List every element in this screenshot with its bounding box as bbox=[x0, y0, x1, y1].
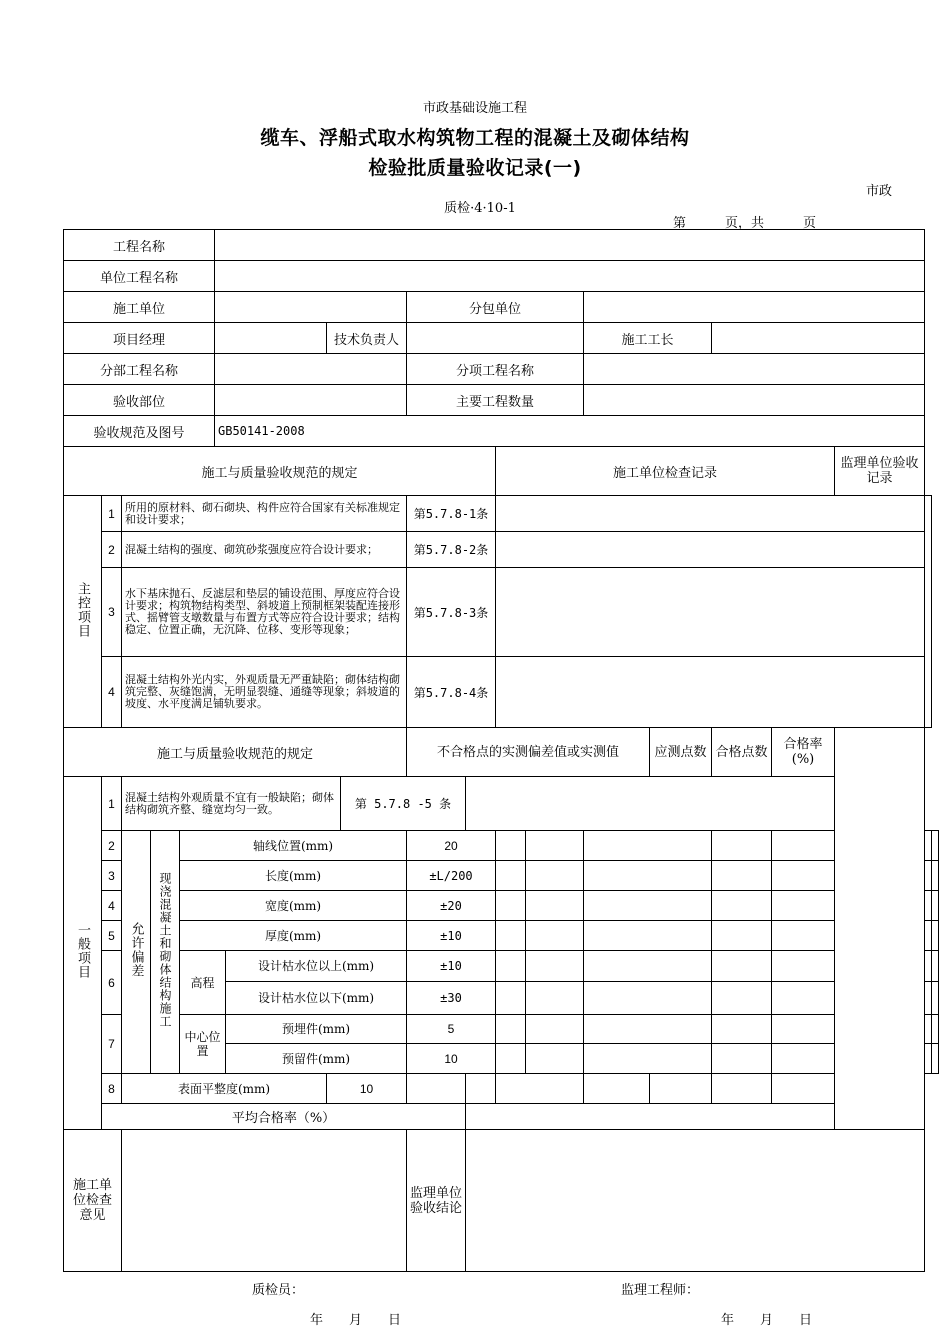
measure-cell[interactable] bbox=[526, 891, 584, 921]
contractor-opinion-area[interactable] bbox=[122, 1130, 407, 1328]
pass-rate-cell[interactable] bbox=[932, 982, 939, 1015]
subdivision-value[interactable] bbox=[584, 354, 925, 385]
supervisor-conclusion-label: 监理单位验收结论 bbox=[407, 1130, 466, 1272]
inspection-part-value[interactable] bbox=[215, 385, 407, 416]
tolerance-value: 10 bbox=[327, 1074, 407, 1104]
points-required-cell[interactable] bbox=[772, 891, 835, 921]
form-code: 质检·4·10-1 bbox=[444, 201, 516, 216]
spec-value: GB50141-2008 bbox=[215, 416, 925, 447]
points-ok-cell[interactable] bbox=[925, 1044, 932, 1074]
tolerance-value: ±10 bbox=[407, 921, 496, 951]
tolerance-value: 10 bbox=[407, 1044, 496, 1074]
measure-cell[interactable] bbox=[584, 1044, 712, 1074]
measure-cell[interactable] bbox=[496, 861, 526, 891]
main-item-clause: 第5.7.8-4条 bbox=[407, 657, 496, 728]
project-manager-label: 项目经理 bbox=[64, 323, 215, 354]
project-manager-value[interactable] bbox=[215, 323, 327, 354]
measure-cell[interactable] bbox=[584, 951, 712, 982]
inspection-part-label: 验收部位 bbox=[64, 385, 215, 416]
measure-cell[interactable] bbox=[526, 831, 584, 861]
main-items-supervisor-record[interactable] bbox=[925, 496, 932, 728]
quantity-label: 主要工程数量 bbox=[407, 385, 584, 416]
main-item-text: 水下基床抛石、反滤层和垫层的铺设范围、厚度应符合设计要求；构筑物结构类型、斜坡道上预制框架装配连接形式、摇臂管支墩数量与布置方式等应符合设计要求；结构稳定、位置正确，无沉降、位移、变形等现象； bbox=[122, 568, 407, 657]
general-item-no: 2 bbox=[102, 831, 122, 861]
general-items-group-label: 一般项目 bbox=[64, 777, 102, 1130]
supervisor-date: 年 月 日 bbox=[721, 1312, 813, 1328]
contractor-date: 年 月 日 bbox=[310, 1312, 402, 1328]
tolerance-item: 厚度(mm) bbox=[180, 921, 407, 951]
general-item-no: 4 bbox=[102, 891, 122, 921]
inspector-label: 质检员： bbox=[252, 1282, 305, 1298]
measure-cell[interactable] bbox=[496, 1074, 584, 1104]
measure-cell[interactable] bbox=[584, 861, 712, 891]
division-label: 分部工程名称 bbox=[64, 354, 215, 385]
measure-cell[interactable] bbox=[466, 1074, 496, 1104]
general-item-no: 3 bbox=[102, 861, 122, 891]
points-ok-cell[interactable] bbox=[712, 1074, 772, 1104]
measure-cell[interactable] bbox=[712, 831, 772, 861]
pass-rate-header: 合格率(%) bbox=[772, 728, 835, 777]
general-spec-rule-header: 施工与质量验收规范的规定 bbox=[64, 728, 407, 777]
measure-cell[interactable] bbox=[526, 1015, 584, 1044]
foreman-label: 施工工长 bbox=[584, 323, 712, 354]
subdivision-label: 分项工程名称 bbox=[407, 354, 584, 385]
measure-cell[interactable] bbox=[526, 861, 584, 891]
elevation-label: 高程 bbox=[180, 951, 226, 1015]
supervising-engineer-label: 监理工程师： bbox=[621, 1282, 700, 1298]
contractor-record-header: 施工单位检查记录 bbox=[496, 447, 835, 496]
inspection-form-table bbox=[63, 229, 939, 1328]
document-title-line1: 缆车、浮船式取水构筑物工程的混凝土及砌体结构 bbox=[260, 127, 690, 149]
measure-cell[interactable] bbox=[496, 921, 526, 951]
general-item-no: 1 bbox=[102, 777, 122, 831]
points-required-cell[interactable] bbox=[772, 861, 835, 891]
quantity-value[interactable] bbox=[584, 385, 925, 416]
points-required-cell[interactable] bbox=[650, 1074, 712, 1104]
spec-label: 验收规范及图号 bbox=[64, 416, 215, 447]
points-required-cell[interactable] bbox=[772, 982, 835, 1015]
measure-cell[interactable] bbox=[496, 982, 526, 1015]
measure-cell[interactable] bbox=[496, 831, 526, 861]
points-ok-header: 合格点数 bbox=[712, 728, 772, 777]
project-name-value[interactable] bbox=[215, 230, 925, 261]
main-item-text: 混凝土结构的强度、砌筑砂浆强度应符合设计要求； bbox=[122, 532, 407, 568]
tolerance-item: 设计枯水位以下(mm) bbox=[226, 982, 407, 1015]
tolerance-item: 设计枯水位以上(mm) bbox=[226, 951, 407, 982]
main-item-record[interactable] bbox=[496, 532, 925, 568]
measure-cell[interactable] bbox=[712, 1044, 772, 1074]
document-title-line2: 检验批质量验收记录(一) bbox=[368, 157, 582, 179]
measure-cell[interactable] bbox=[526, 951, 584, 982]
average-pass-rate-label: 平均合格率（%） bbox=[102, 1104, 466, 1130]
general-item-no: 8 bbox=[102, 1074, 122, 1104]
tolerance-value: ±L/200 bbox=[407, 861, 496, 891]
measure-cell[interactable] bbox=[712, 861, 772, 891]
tolerance-label: 允许偏差 bbox=[122, 831, 151, 1074]
general-item-no: 5 bbox=[102, 921, 122, 951]
measure-cell[interactable] bbox=[496, 1044, 526, 1074]
measure-cell[interactable] bbox=[584, 921, 712, 951]
points-required-cell[interactable] bbox=[772, 921, 835, 951]
points-ok-cell[interactable] bbox=[925, 921, 932, 951]
tolerance-value: ±20 bbox=[407, 891, 496, 921]
pass-rate-cell[interactable] bbox=[932, 951, 939, 982]
tolerance-item: 长度(mm) bbox=[180, 861, 407, 891]
tolerance-value: ±10 bbox=[407, 951, 496, 982]
tolerance-item: 宽度(mm) bbox=[180, 891, 407, 921]
measure-cell[interactable] bbox=[407, 1074, 466, 1104]
main-items-group-label: 主控项目 bbox=[64, 496, 102, 728]
measure-cell[interactable] bbox=[712, 921, 772, 951]
tolerance-value: 5 bbox=[407, 1015, 496, 1044]
main-item-record[interactable] bbox=[496, 496, 925, 532]
tech-lead-label: 技术负责人 bbox=[327, 323, 407, 354]
main-item-no: 2 bbox=[102, 532, 122, 568]
measure-cell[interactable] bbox=[712, 1015, 772, 1044]
main-item-no: 1 bbox=[102, 496, 122, 532]
points-ok-cell[interactable] bbox=[925, 982, 932, 1015]
supervisor-conclusion-area[interactable] bbox=[466, 1130, 925, 1328]
main-spec-rule-header: 施工与质量验收规范的规定 bbox=[64, 447, 496, 496]
tolerance-item: 预埋件(mm) bbox=[226, 1015, 407, 1044]
deviation-header: 不合格点的实测偏差值或实测值 bbox=[407, 728, 650, 777]
general-item-no: 6 bbox=[102, 951, 122, 1015]
foreman-value[interactable] bbox=[712, 323, 925, 354]
measure-cell[interactable] bbox=[526, 982, 584, 1015]
points-ok-cell[interactable] bbox=[925, 861, 932, 891]
main-item-clause: 第5.7.8-3条 bbox=[407, 568, 496, 657]
pass-rate-cell[interactable] bbox=[772, 1074, 835, 1104]
tech-lead-value[interactable] bbox=[407, 323, 584, 354]
main-item-text: 所用的原材料、砌石砌块、构件应符合国家有关标准规定和设计要求； bbox=[122, 496, 407, 532]
tolerance-item: 轴线位置(mm) bbox=[180, 831, 407, 861]
main-item-clause: 第5.7.8-1条 bbox=[407, 496, 496, 532]
main-item-clause: 第5.7.8-2条 bbox=[407, 532, 496, 568]
unit-project-value[interactable] bbox=[215, 261, 925, 292]
subcontractor-value[interactable] bbox=[584, 292, 925, 323]
tolerance-item: 表面平整度(mm) bbox=[122, 1074, 327, 1104]
main-item-record[interactable] bbox=[496, 657, 925, 728]
center-position-label: 中心位置 bbox=[180, 1015, 226, 1074]
measure-cell[interactable] bbox=[496, 1015, 526, 1044]
pass-rate-cell[interactable] bbox=[932, 1015, 939, 1044]
points-ok-cell[interactable] bbox=[925, 951, 932, 982]
average-pass-rate-value[interactable] bbox=[466, 1104, 925, 1130]
points-required-cell[interactable] bbox=[772, 1044, 835, 1074]
measure-cell[interactable] bbox=[496, 891, 526, 921]
general-item-no: 7 bbox=[102, 1015, 122, 1074]
measure-cell[interactable] bbox=[584, 831, 712, 861]
points-required-cell[interactable] bbox=[772, 831, 835, 861]
construction-unit-label: 施工单位 bbox=[64, 292, 215, 323]
measure-cell[interactable] bbox=[496, 951, 526, 982]
construction-unit-value[interactable] bbox=[215, 292, 407, 323]
measure-cell[interactable] bbox=[712, 951, 772, 982]
points-required-header: 应测点数 bbox=[650, 728, 712, 777]
pass-rate-cell[interactable] bbox=[932, 1044, 939, 1074]
document-category: 市政基础设施工程 bbox=[422, 101, 527, 116]
supervisor-record-header: 监理单位验收记录 bbox=[835, 447, 925, 496]
measure-cell[interactable] bbox=[526, 921, 584, 951]
division-value[interactable] bbox=[215, 354, 407, 385]
pass-rate-cell[interactable] bbox=[932, 831, 939, 861]
construction-label: 现浇混凝土和砌体结构施工 bbox=[151, 831, 180, 1074]
main-item-no: 4 bbox=[102, 657, 122, 728]
general-item-clause: 第 5.7.8 -5 条 bbox=[341, 777, 466, 831]
measure-cell[interactable] bbox=[712, 891, 772, 921]
tolerance-value: ±30 bbox=[407, 982, 496, 1015]
main-item-text: 混凝土结构外光内实，外观质量无严重缺陷；砌体结构砌筑完整、灰缝饱满，无明显裂缝、通缝等现象；斜坡道的坡度、水平度满足铺轨要求。 bbox=[122, 657, 407, 728]
tolerance-item: 预留件(mm) bbox=[226, 1044, 407, 1074]
pass-rate-cell[interactable] bbox=[932, 921, 939, 951]
measure-cell[interactable] bbox=[584, 1015, 712, 1044]
project-name-label: 工程名称 bbox=[64, 230, 215, 261]
corner-label: 市政 bbox=[866, 184, 893, 199]
points-ok-cell[interactable] bbox=[925, 1015, 932, 1044]
measure-cell[interactable] bbox=[584, 891, 712, 921]
measure-cell[interactable] bbox=[584, 1074, 650, 1104]
tolerance-value: 20 bbox=[407, 831, 496, 861]
measure-cell[interactable] bbox=[526, 1044, 584, 1074]
points-required-cell[interactable] bbox=[772, 951, 835, 982]
pass-rate-cell[interactable] bbox=[932, 861, 939, 891]
points-required-cell[interactable] bbox=[772, 1015, 835, 1044]
main-item-no: 3 bbox=[102, 568, 122, 657]
main-item-record[interactable] bbox=[496, 568, 925, 657]
general-item-text: 混凝土结构外观质量不宜有一般缺陷；砌体结构砌筑齐整、缝宽均匀一致。 bbox=[122, 777, 341, 831]
general-item-record[interactable] bbox=[466, 777, 925, 831]
measure-cell[interactable] bbox=[712, 982, 772, 1015]
points-ok-cell[interactable] bbox=[925, 831, 932, 861]
measure-cell[interactable] bbox=[584, 982, 712, 1015]
unit-project-label: 单位工程名称 bbox=[64, 261, 215, 292]
page-info: 第 页，共 页 bbox=[673, 216, 817, 231]
points-ok-cell[interactable] bbox=[925, 891, 932, 921]
contractor-opinion-label: 施工单位检查意见 bbox=[64, 1130, 122, 1272]
subcontractor-label: 分包单位 bbox=[407, 292, 584, 323]
pass-rate-cell[interactable] bbox=[932, 891, 939, 921]
